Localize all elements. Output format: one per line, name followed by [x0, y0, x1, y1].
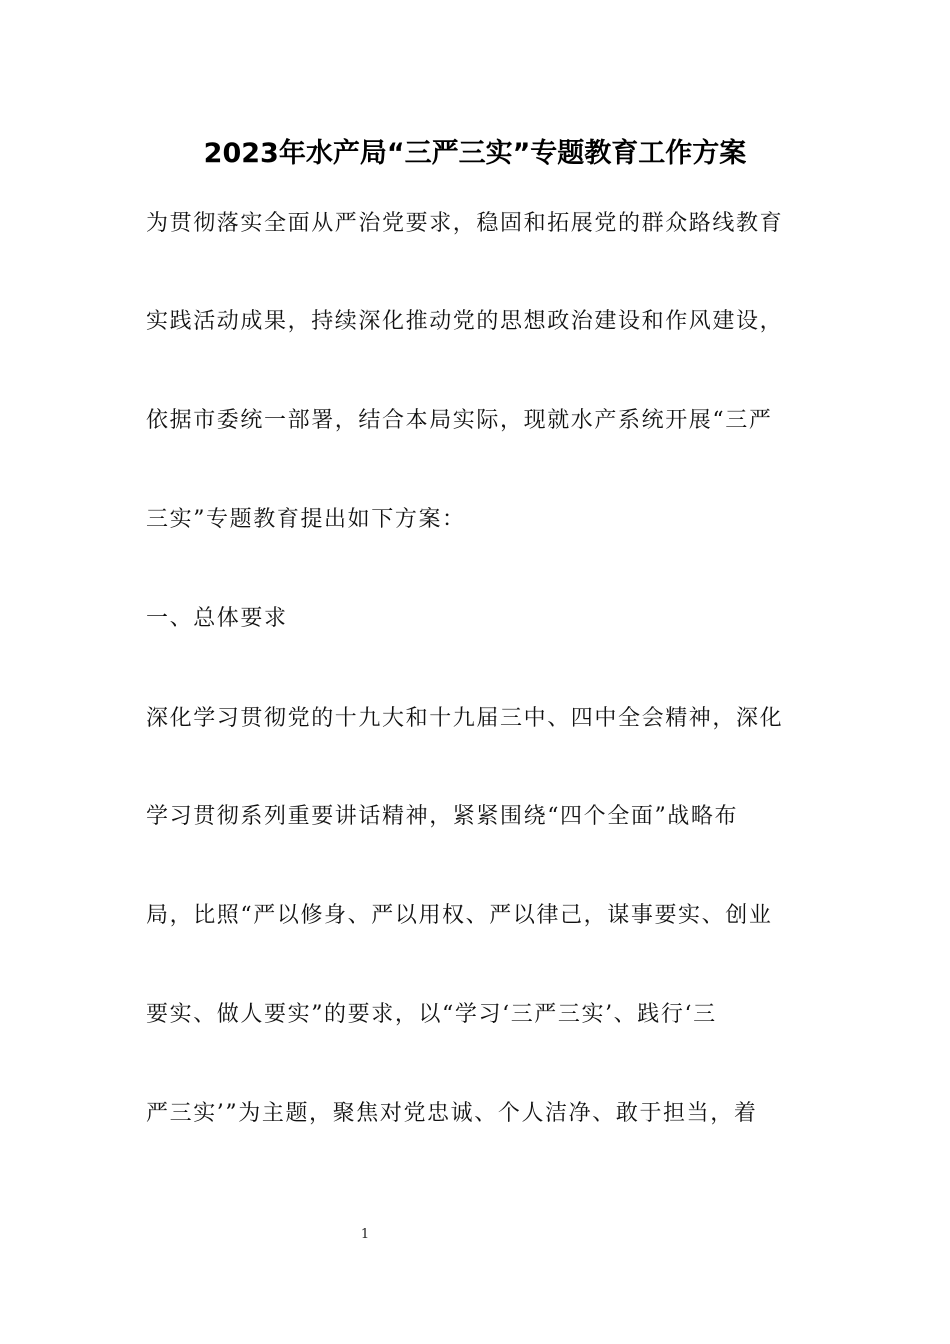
body-line-2: 实践活动成果，持续深化推动党的思想政治建设和作风建设， [146, 309, 784, 334]
body-line-7: 局，比照“严以修身、严以用权、严以律己，谋事要实、创业 [146, 903, 773, 928]
page-number: 1 [360, 1227, 370, 1242]
body-line-1: 为贯彻落实全面从严治党要求，稳固和拓展党的群众路线教育 [146, 211, 784, 236]
body-line-6: 学习贯彻系列重要讲话精神，紧紧围绕“四个全面”战略布 [146, 804, 739, 829]
body-line-4: 三实”专题教育提出如下方案： [146, 507, 466, 532]
document-title: 2023年水产局“三严三实”专题教育工作方案 [203, 138, 747, 169]
body-line-3: 依据市委统一部署，结合本局实际，现就水产系统开展“三严 [146, 408, 773, 433]
section-heading: 一、总体要求 [146, 606, 288, 631]
body-line-9: 严三实’”为主题，聚焦对党忠诚、个人洁净、敢于担当，着 [146, 1101, 758, 1126]
body-line-8: 要实、做人要实”的要求，以“学习‘三严三实’、践行‘三 [146, 1002, 717, 1027]
body-line-5: 深化学习贯彻党的十九大和十九届三中、四中全会精神，深化 [146, 706, 784, 731]
